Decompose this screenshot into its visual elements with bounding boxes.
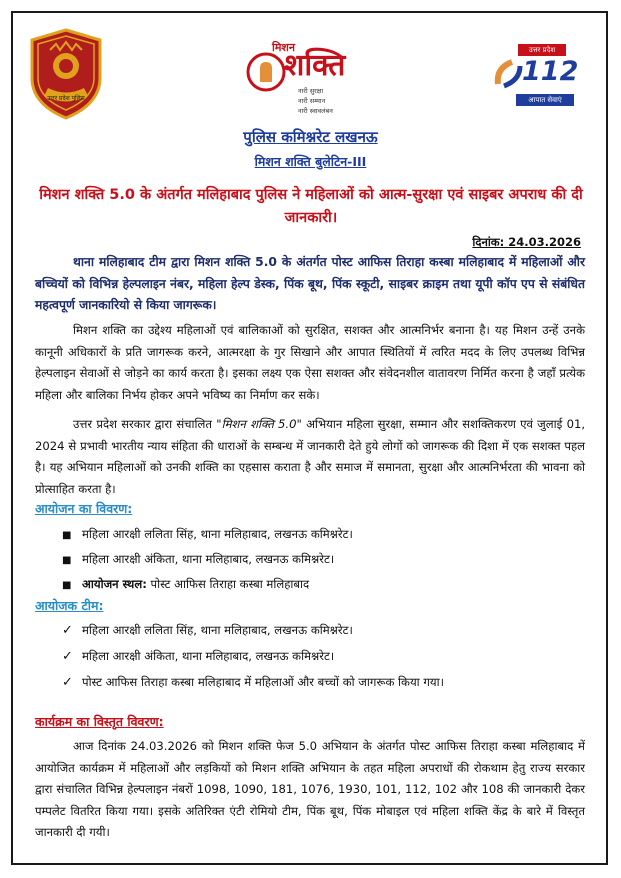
mission-shakti-tag-2: नारी सम्मान [298,97,326,105]
date-label: दिनांक: 24.03.2026 [472,235,581,249]
event-detail-text: महिला आरक्षी अंकिता, थाना मलिहाबाद, लखनऊ कमिश्नरेट। [82,552,335,566]
up-112-tagline: आपात सेवाएं [516,94,574,106]
mission-purpose-paragraph: मिशन शक्ति का उद्देश्य महिलाओं एवं बालिकाओं को सुरक्षित, सशक्त और आत्मनिर्भर बनाना है। यह मिशन उन्हें उनके कानूनी अधिकारों के प्रति जागरूक करने, आत्मरक्षा के गुर सिखाने और आपात स्थितियों में त्वरित मदद के लिए उपलब्ध विभिन्न हेल्पलाइन सेवाओं से जोड़ने का कार्य करता है। इसका लक्ष्य एक ऐसा सशक्त और संवेदनशील वातावरण निर्मित करना है जहाँ प्रत्येक महिला और बालिका निर्भय होकर अपने भविष्य का निर्माण कर सके। [35,323,585,402]
mission-intro-quote: "मिशन शक्ति 5.0" [216,417,302,431]
event-detail-text: महिला आरक्षी ललिता सिंह, थाना मलिहाबाद, लखनऊ कमिश्नरेट। [82,527,353,541]
event-venue-item [62,577,309,592]
square-bullet-icon: ■ [62,530,72,541]
page-title: पुलिस कमिश्नरेट लखनऊ [243,128,378,146]
team-item [62,649,334,664]
venue-label: आयोजन स्थल: [82,577,147,591]
mission-intro-paragraph [35,414,585,500]
mission-intro-before: उत्तर प्रदेश सरकार द्वारा संचालित [73,417,213,431]
up-112-number: 112 [522,56,579,87]
headline: मिशन शक्ति 5.0 के अंतर्गत मलिहाबाद पुलिस ने महिलाओं को आत्म-सुरक्षा एवं साइबर अपराध की दी जानकारी। [39,187,583,226]
event-details-heading: आयोजन का विवरण: [35,501,133,516]
mission-shakti-tag-3: नारी स्वावलंबन [298,107,333,115]
check-icon: ✓ [62,675,73,690]
event-detail-item [62,552,334,567]
lead-paragraph: थाना मलिहाबाद टीम द्वारा मिशन शक्ति 5.0 के अंतर्गत पोस्ट आफिस तिराहा कस्बा मलिहाबाद में महिलाओं और बच्चियों को विभिन्न हेल्पलाइन नंबर, महिला हेल्प डेस्क, पिंक बूथ, पिंक स्कूटी, साइबर क्राइम तथा यूपी कॉप एप से संबंधित महत्वपूर्ण जानकारियो से किया जागरूक। [35,255,585,312]
up-112-logo [494,44,582,112]
event-detail-item [62,527,353,542]
mission-intro-after: अभियान महिला सुरक्षा, सम्मान और सशक्तिकरण एवं जुलाई 01, 2024 से प्रभावी भारतीय न्याय संहिता की धाराओं के सम्बन्ध में जानकारी देते हुये लोगों को जागरूक की दिशा में एक सशक्त पहल है। यह अभियान महिलाओं को उनकी शक्ति का एहसास कराता है और समाज में समानता, सुरक्षा और आत्मनिर्भरता की भावना को प्रोत्साहित करता है। [35,417,586,496]
team-heading: आयोजक टीम: [35,598,104,613]
square-bullet-icon: ■ [62,580,72,591]
team-item-text: पोस्ट आफिस तिराहा कस्बा मलिहाबाद में महिलाओं और बच्चों को जागरूक किया गया। [82,675,445,689]
team-item-text: महिला आरक्षी अंकिता, थाना मलिहाबाद, लखनऊ कमिश्नरेट। [82,649,335,663]
bulletin-subtitle: मिशन शक्ति बुलेटिन-III [254,154,367,169]
mission-shakti-logo [246,40,374,120]
square-bullet-icon: ■ [62,555,72,566]
venue-value: पोस्ट आफिस तिराहा कस्बा मलिहाबाद [150,577,310,591]
team-item [62,623,353,638]
up-police-logo [20,26,112,122]
up-police-logo-text: उत्तर प्रदेश पुलिस [47,95,85,102]
mission-shakti-big-text: शक्ति [284,48,346,83]
team-item-text: महिला आरक्षी ललिता सिंह, थाना मलिहाबाद, लखनऊ कमिश्नरेट। [82,623,353,637]
program-heading: कार्यक्रम का विस्तृत विवरण: [35,714,164,729]
up-112-state: उत्तर प्रदेश [518,44,566,56]
check-icon: ✓ [62,649,73,664]
team-item [62,675,444,690]
mission-shakti-tag-1: नारी सुरक्षा [298,87,324,95]
program-paragraph: आज दिनांक 24.03.2026 को मिशन शक्ति फेज 5.0 अभियान के अंतर्गत पोस्ट आफिस तिराहा कस्बा मलिहाबाद में आयोजित कार्यक्रम में महिलाओं और लड़कियों को मिशन शक्ति अभियान के तहत महिला अपराधों की रोकथाम हेतु राज्य सरकार द्वारा संचालित विभिन्न हेल्पलाइन नंबरों 1098, 1090, 181, 1076, 1930, 101, 112, 102 और 108 की जानकारी देकर पम्पलेट वितरित किया गया। इसके अतिरिक्त एंटी रोमियो टीम, पिंक बूथ, पिंक मोबाइल एवं महिला शक्ति केंद्र के बारे में विस्तृत जानकारी दी गयी। [35,739,585,839]
mission-shakti-small-text: मिशन [272,41,296,54]
check-icon: ✓ [62,623,73,638]
